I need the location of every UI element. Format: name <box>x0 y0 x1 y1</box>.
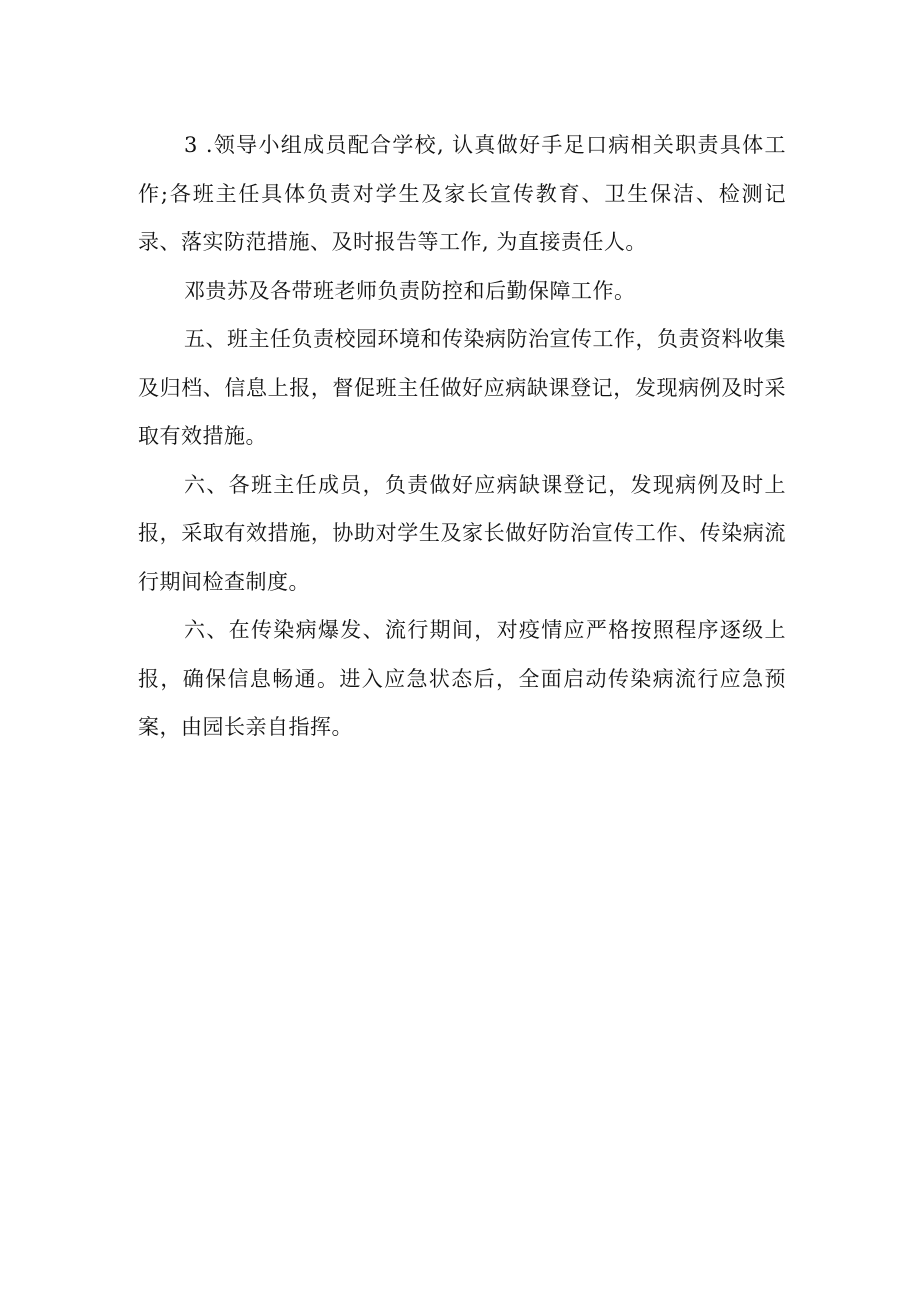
paragraph-item-five: 五、班主任负责校园环境和传染病防治宣传工作，负责资料收集及归档、信息上报，督促班主任做好应病缺课登记，发现病例及时采取有效措施。 <box>138 327 786 448</box>
document-body <box>138 121 786 752</box>
paragraph-leadership-duties: 3 .领导小组成员配合学校, 认真做好手足口病相关职责具体工作;各班主任具体负责对学生及家长宣传教育、卫生保洁、检测记录、落实防范措施、及时报告等工作, 为直接责任人。 <box>138 133 786 254</box>
paragraph-logistics: 邓贵苏及各带班老师负责防控和后勤保障工作。 <box>184 278 636 303</box>
paragraph-item-six-a: 六、各班主任成员，负责做好应病缺课登记，发现病例及时上报，采取有效措施，协助对学生及家长做好防治宣传工作、传染病流行期间检查制度。 <box>138 472 786 594</box>
paragraph-item-six-b: 六、在传染病爆发、流行期间，对疫情应严格按照程序逐级上报，确保信息畅通。进入应急状态后，全面启动传染病流行应急预案，由园长亲自指挥。 <box>138 618 786 739</box>
